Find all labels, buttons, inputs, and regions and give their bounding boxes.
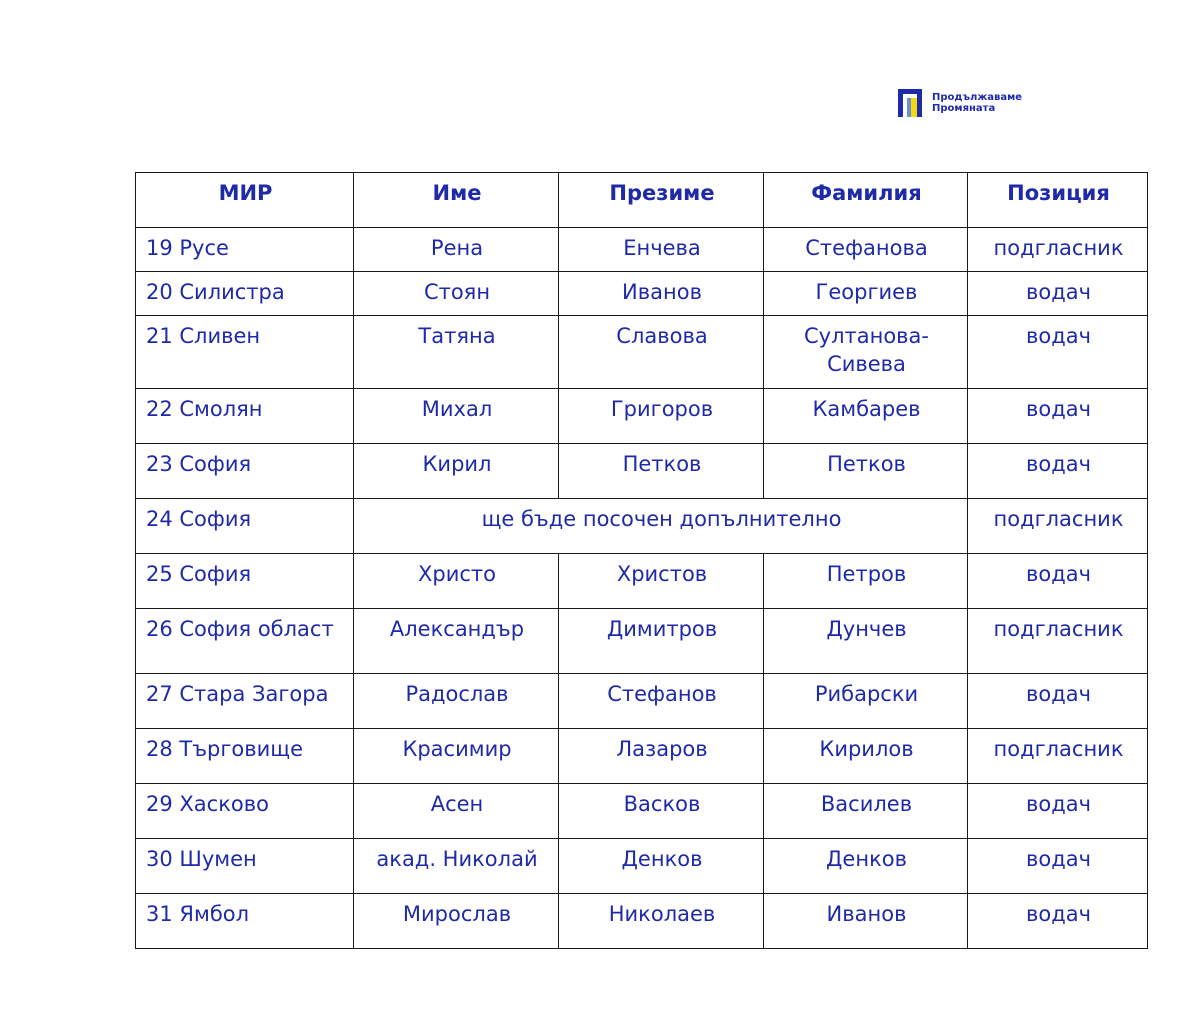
cell-first-name: Асен bbox=[354, 784, 559, 839]
cell-middle-name: Енчева bbox=[559, 228, 764, 272]
cell-last-name: Петков bbox=[764, 444, 968, 499]
table-row bbox=[136, 894, 1148, 949]
cell-middle-name: Славова bbox=[559, 316, 764, 389]
cell-position: водач bbox=[968, 674, 1148, 729]
cell-position: подгласник bbox=[968, 609, 1148, 674]
table-row bbox=[136, 729, 1148, 784]
cell-last-name: Денков bbox=[764, 839, 968, 894]
table-row bbox=[136, 316, 1148, 389]
header-middle-name: Презиме bbox=[559, 173, 764, 228]
table-row bbox=[136, 674, 1148, 729]
cell-position: подгласник bbox=[968, 228, 1148, 272]
cell-first-name: Михал bbox=[354, 389, 559, 444]
cell-first-name: Радослав bbox=[354, 674, 559, 729]
cell-mir: 24 София bbox=[136, 499, 354, 554]
cell-first-name: Мирослав bbox=[354, 894, 559, 949]
header-position: Позиция bbox=[968, 173, 1148, 228]
table-row bbox=[136, 839, 1148, 894]
cell-mir: 19 Русе bbox=[136, 228, 354, 272]
cell-position: водач bbox=[968, 444, 1148, 499]
cell-middle-name: Денков bbox=[559, 839, 764, 894]
cell-mir: 22 Смолян bbox=[136, 389, 354, 444]
party-logo bbox=[898, 89, 1022, 117]
cell-mir: 26 София област bbox=[136, 609, 354, 674]
table-row bbox=[136, 272, 1148, 316]
cell-position: водач bbox=[968, 894, 1148, 949]
cell-last-name: Петров bbox=[764, 554, 968, 609]
cell-position: водач bbox=[968, 316, 1148, 389]
cell-mir: 25 София bbox=[136, 554, 354, 609]
cell-last-name: Султанова-Сивева bbox=[764, 316, 968, 389]
cell-position: водач bbox=[968, 784, 1148, 839]
cell-mir: 27 Стара Загора bbox=[136, 674, 354, 729]
header-mir: МИР bbox=[136, 173, 354, 228]
cell-last-name: Рибарски bbox=[764, 674, 968, 729]
table-row bbox=[136, 499, 1148, 554]
cell-middle-name: Васков bbox=[559, 784, 764, 839]
cell-mir: 23 София bbox=[136, 444, 354, 499]
cell-mir: 31 Ямбол bbox=[136, 894, 354, 949]
header-last-name: Фамилия bbox=[764, 173, 968, 228]
cell-last-name: Стефанова bbox=[764, 228, 968, 272]
cell-first-name: Стоян bbox=[354, 272, 559, 316]
header-first-name: Име bbox=[354, 173, 559, 228]
table-header-row bbox=[136, 173, 1148, 228]
cell-first-name: Кирил bbox=[354, 444, 559, 499]
cell-first-name: Александър bbox=[354, 609, 559, 674]
cell-middle-name: Стефанов bbox=[559, 674, 764, 729]
cell-position: водач bbox=[968, 554, 1148, 609]
cell-position: водач bbox=[968, 839, 1148, 894]
cell-last-name: Василев bbox=[764, 784, 968, 839]
cell-last-name: Георгиев bbox=[764, 272, 968, 316]
cell-first-name: Татяна bbox=[354, 316, 559, 389]
table-row bbox=[136, 389, 1148, 444]
cell-position: водач bbox=[968, 389, 1148, 444]
party-logo-line1: Продължаваме bbox=[932, 92, 1023, 103]
cell-middle-name: Христов bbox=[559, 554, 764, 609]
table-row bbox=[136, 228, 1148, 272]
cell-middle-name: Димитров bbox=[559, 609, 764, 674]
table-row bbox=[136, 609, 1148, 674]
table-row bbox=[136, 554, 1148, 609]
cell-mir: 21 Сливен bbox=[136, 316, 354, 389]
table-row bbox=[136, 784, 1148, 839]
cell-mir: 30 Шумен bbox=[136, 839, 354, 894]
cell-merged-note: ще бъде посочен допълнително bbox=[354, 499, 968, 554]
cell-mir: 20 Силистра bbox=[136, 272, 354, 316]
party-logo-mark-icon bbox=[898, 89, 922, 117]
cell-last-name: Камбарев bbox=[764, 389, 968, 444]
cell-middle-name: Петков bbox=[559, 444, 764, 499]
party-logo-line2: Промяната bbox=[932, 103, 996, 114]
cell-mir: 28 Търговище bbox=[136, 729, 354, 784]
cell-first-name: Христо bbox=[354, 554, 559, 609]
cell-position: водач bbox=[968, 272, 1148, 316]
cell-first-name: акад. Николай bbox=[354, 839, 559, 894]
candidates-table bbox=[135, 172, 1148, 949]
party-logo-text bbox=[932, 92, 1022, 114]
cell-last-name: Дунчев bbox=[764, 609, 968, 674]
cell-first-name: Красимир bbox=[354, 729, 559, 784]
cell-middle-name: Григоров bbox=[559, 389, 764, 444]
cell-position: подгласник bbox=[968, 729, 1148, 784]
cell-last-name: Кирилов bbox=[764, 729, 968, 784]
cell-mir: 29 Хасково bbox=[136, 784, 354, 839]
cell-last-name: Иванов bbox=[764, 894, 968, 949]
cell-first-name: Рена bbox=[354, 228, 559, 272]
table-row bbox=[136, 444, 1148, 499]
cell-position: подгласник bbox=[968, 499, 1148, 554]
cell-middle-name: Иванов bbox=[559, 272, 764, 316]
cell-middle-name: Лазаров bbox=[559, 729, 764, 784]
cell-middle-name: Николаев bbox=[559, 894, 764, 949]
